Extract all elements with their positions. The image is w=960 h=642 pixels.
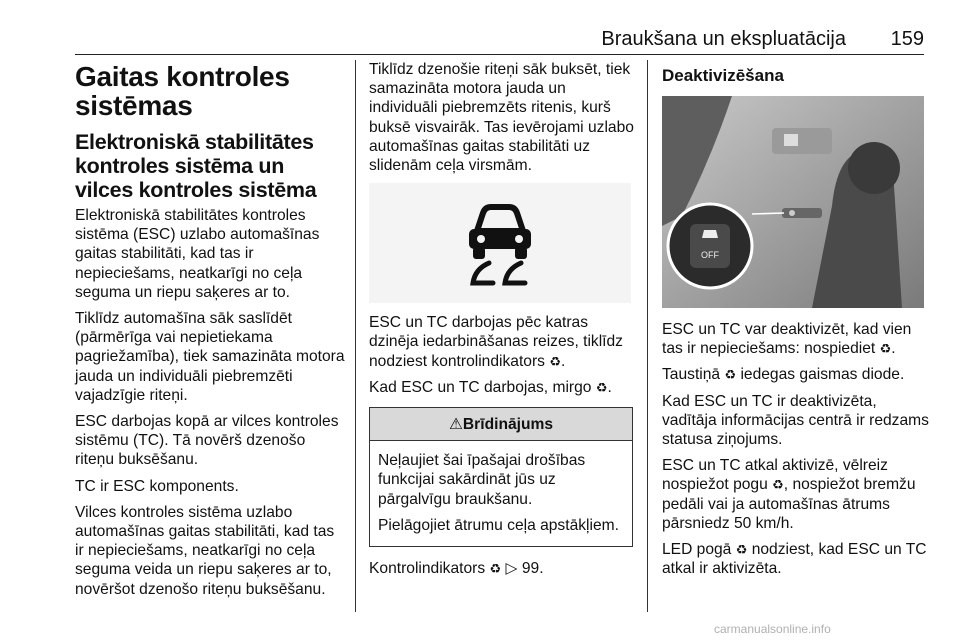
- paragraph: Elektroniskā stabilitātes kontroles sistēma (ESC) uzlabo automašīnas gaitas stabilitāti, kad tas ir nepieciešams, neatkarīgi no ceļa seguma un riepu saķeres ar to.: [75, 207, 320, 301]
- section-title: Braukšana un ekspluatācija: [601, 28, 846, 50]
- warning-triangle-icon: ⚠: [448, 416, 463, 434]
- column-divider: [647, 60, 648, 612]
- column-1: [75, 60, 347, 606]
- paragraph: Kad ESC un TC darbojas, mirgo ♻.: [369, 378, 612, 396]
- page-header: [75, 26, 924, 55]
- paragraph: Vilces kontroles sistēma uzlabo automašīnas gaitas stabilitāti, kad tas ir nepieciešams, neatkarīgi no ceļa seguma veida un riepu saķeres ar to, novēršot dzenošo riteņu buksēšanu.: [75, 503, 335, 598]
- section-heading: Elektroniskā stabilitātes kontroles sistēma un vilces kontroles sistēma: [75, 130, 317, 202]
- page-title: Gaitas kontroles sistēmas: [75, 61, 290, 121]
- paragraph: ESC darbojas kopā ar vilces kontroles sistēmu (TC). Tā novērš dzenošo riteņu buksēšanu.: [75, 413, 339, 469]
- warning-title: ⚠Brīdinājums: [370, 408, 632, 441]
- esc-symbol-figure: [369, 183, 631, 303]
- paragraph: LED pogā ♻ nodziest, kad ESC un TC atkal ir aktivizēta.: [662, 541, 927, 578]
- paragraph: Taustiņā ♻ iedegas gaismas diode.: [662, 366, 905, 384]
- esc-off-button-icon: ♻: [772, 477, 784, 493]
- watermark-url[interactable]: carmanualsonline.info: [714, 622, 831, 636]
- gear-shift-console-image: [662, 96, 924, 308]
- skidding-car-icon: [455, 193, 545, 293]
- esc-off-button-icon: ♻: [879, 341, 892, 357]
- page-reference[interactable]: 99.: [521, 560, 544, 578]
- esc-indicator-icon: ♻: [595, 379, 608, 395]
- center-console-photo: [662, 96, 924, 308]
- column-2: [369, 60, 637, 585]
- esc-indicator-icon: ♻: [549, 353, 561, 369]
- page-number: 159: [890, 28, 924, 50]
- esc-off-button-label: OFF: [701, 250, 719, 260]
- paragraph: Tiklīdz automašīna sāk saslīdēt (pārmērīga vai nepietiekama pagriežamība), tiek samazināta motora jauda un individuāli piebremzēti vajadzīgie riteņi.: [75, 310, 345, 404]
- warning-text: Neļaujiet šai īpašajai drošības funkcijai sakārdināt jūs uz pārgalvīgu braukšanu.: [378, 452, 586, 508]
- paragraph: ESC un TC atkal aktivizē, vēlreiz nospiežot pogu ♻, nospiežot bremžu pedāli vai ja automašīnas ātrums pārsniedz 50 km/h.: [662, 457, 916, 532]
- warning-box: [369, 407, 633, 547]
- paragraph: Kontrolindikators ♻ ▷ 99.: [369, 560, 544, 578]
- esc-off-button-icon: ♻: [735, 542, 748, 558]
- column-divider: [355, 60, 356, 612]
- section-heading: Deaktivizēšana: [662, 66, 784, 85]
- paragraph: Kad ESC un TC ir deaktivizēta, vadītāja informācijas centrā ir redzams statusa ziņojums.: [662, 392, 929, 449]
- paragraph: Tiklīdz dzenošie riteņi sāk buksēt, tiek samazināta motora jauda un individuāli piebremzēts ritenis, kurš buksē visvairāk. Tas ievērojami uzlabo automašīnas gaitas stabilitāti uz slidenām ceļa virsmām.: [369, 61, 634, 175]
- esc-off-button-icon: ♻: [724, 367, 737, 383]
- page-reference-icon: ▷: [505, 560, 518, 578]
- paragraph: TC ir ESC komponents.: [75, 477, 239, 495]
- paragraph: ESC un TC darbojas pēc katras dzinēja iedarbināšanas reizes, tiklīdz nodziest kontrolindikators ♻.: [369, 314, 623, 370]
- column-3: [662, 60, 930, 585]
- paragraph: ESC un TC var deaktivizēt, kad vien tas ir nepieciešams: nospiediet ♻.: [662, 321, 912, 358]
- warning-text: Pielāgojiet ātrumu ceļa apstākļiem.: [378, 516, 619, 534]
- esc-indicator-icon: ♻: [489, 561, 502, 577]
